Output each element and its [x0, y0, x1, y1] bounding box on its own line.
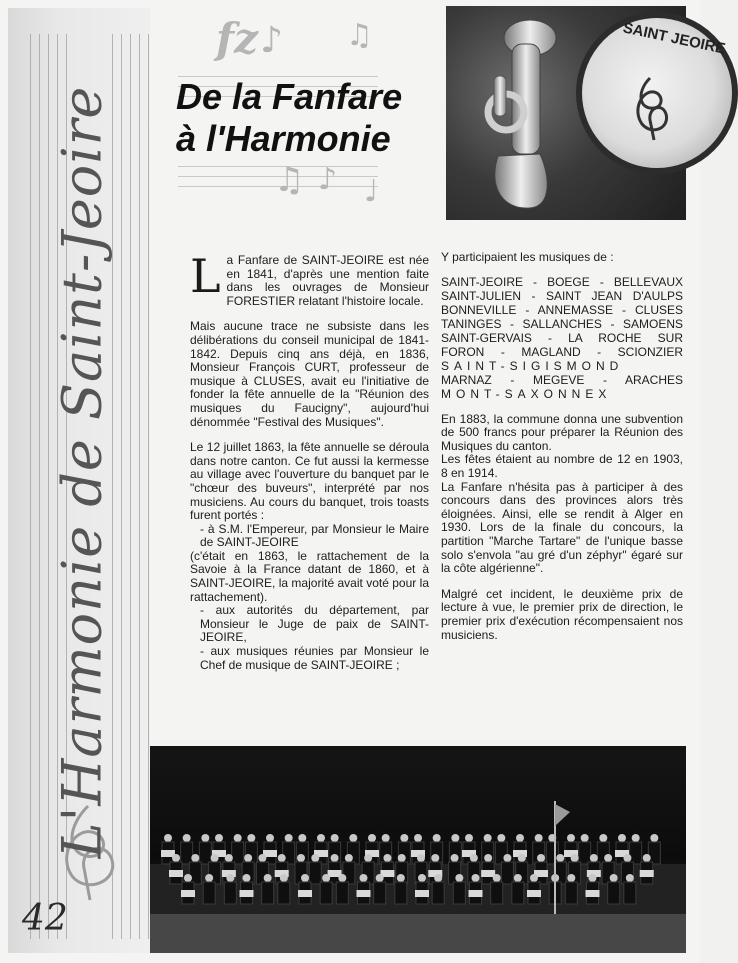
forte-mark-icon: fz	[216, 14, 258, 63]
towns-line: TANINGES - SALLANCHES - SAMOENS	[441, 316, 683, 331]
photo-tuba-and-drum	[446, 6, 727, 220]
dropcap: L	[190, 249, 221, 303]
page-heading	[176, 76, 446, 160]
paragraph: Mais aucune trace ne subsiste dans les délibérations du conseil municipal de 1841-1842. Depuis cinq ans déjà, en 1836, Monsieur François CURT, professeur de musique à CLUSES, avait eu l'initiative de fonder la fête annuelle de la "Réunion des musiques du Faucigny", aujourd'hui dénommée "Festival des Musiques".	[190, 319, 429, 429]
paragraph: Le 12 juillet 1863, la fête annuelle se déroula dans notre canton. Ce fut aussi la kermesse au village avec l'ouverture du banquet par le "chœur des buveurs", interprété par nos musiciens. Au cours du banquet, trois toasts furent portés :	[190, 440, 429, 523]
towns-line: SAINT-JEOIRE - BOEGE - BELLEVAUX	[441, 274, 683, 289]
towns-line: SAINT-JULIEN - SAINT JEAN D'AULPS	[441, 288, 683, 303]
music-note-icon: ♩	[364, 174, 379, 209]
right-text-column	[441, 251, 683, 654]
drum-text: SAINT JEOIRE	[621, 19, 727, 58]
photo-harmonie-ensemble	[150, 746, 686, 953]
paragraph: Y participaient les musiques de :	[441, 250, 614, 264]
toast-item: - aux musiques réunies par Monsieur le Chef de musique de SAINT-JEOIRE ;	[200, 644, 429, 672]
vertical-title: L'Harmonie de Saint-Jeoire	[50, 85, 114, 859]
paragraph: En 1883, la commune donna une subvention de 500 francs pour préparer la Réunion des Musiques du canton.	[441, 411, 683, 453]
towns-line: SAINT-GERVAIS - LA ROCHE SUR	[441, 330, 683, 345]
page-number: 42	[22, 898, 68, 939]
towns-line: MARNAZ - MEGEVE - ARACHES	[441, 372, 683, 387]
left-text-column	[190, 249, 429, 672]
paragraph: Les fêtes étaient au nombre de 12 en 1903, 8 en 1914.	[441, 452, 683, 480]
music-note-icon: ♪	[260, 20, 283, 61]
paragraph: La Fanfare n'hésita pas à participer à des concours dans des provinces alors très éloignées. Ainsi, elle se rendit à Alger en 1930. Lors de la finale du concours, la partition "Marche Tartare" de l'unique basse solo s'envola "au gré d'un zéphyr" égaré sur la côte algérienne".	[441, 479, 683, 576]
music-note-icon: ♫	[346, 18, 373, 53]
treble-clef-icon	[620, 74, 680, 144]
toast-item: - à S.M. l'Empereur, par Monsieur le Maire de SAINT-JEOIRE	[200, 521, 429, 550]
heading-line-2: à l'Harmonie	[176, 118, 391, 159]
bass-drum-image	[576, 12, 738, 174]
towns-list	[441, 275, 683, 401]
heading-line-1: De la Fanfare	[176, 76, 403, 117]
ensemble-image	[150, 746, 686, 953]
toast-note: (c'était en 1863, le rattachement de la Savoie à la France datant de 1860, et à SAINT-JEOIRE, la majorité avait voté pour la rattachement).	[190, 548, 429, 604]
tuba-image	[468, 16, 564, 212]
towns-line: MONT-SAXONNEX	[441, 386, 612, 401]
towns-line: FORON - MAGLAND - SCIONZIER	[441, 344, 683, 359]
towns-line: SAINT-SIGISMOND	[441, 358, 624, 373]
towns-line: BONNEVILLE - ANNEMASSE - CLUSES	[441, 302, 683, 317]
paragraph	[190, 249, 429, 308]
music-note-icon: ♫	[274, 160, 305, 200]
music-note-icon: ♪	[318, 162, 338, 197]
paragraph: Malgré cet incident, le deuxième prix de lecture à vue, le premier prix de direction, le premier prix d'exécution récompensaient nos musiciens.	[441, 586, 683, 642]
toast-item: - aux autorités du département, par Monsieur le Juge de paix de SAINT-JEOIRE,	[200, 603, 429, 645]
paragraph-text: a Fanfare de SAINT-JEOIRE est née en 1841, d'après une mention faite dans les ouvrages de Monsieur FORESTIER relatant l'histoire locale.	[226, 253, 429, 308]
